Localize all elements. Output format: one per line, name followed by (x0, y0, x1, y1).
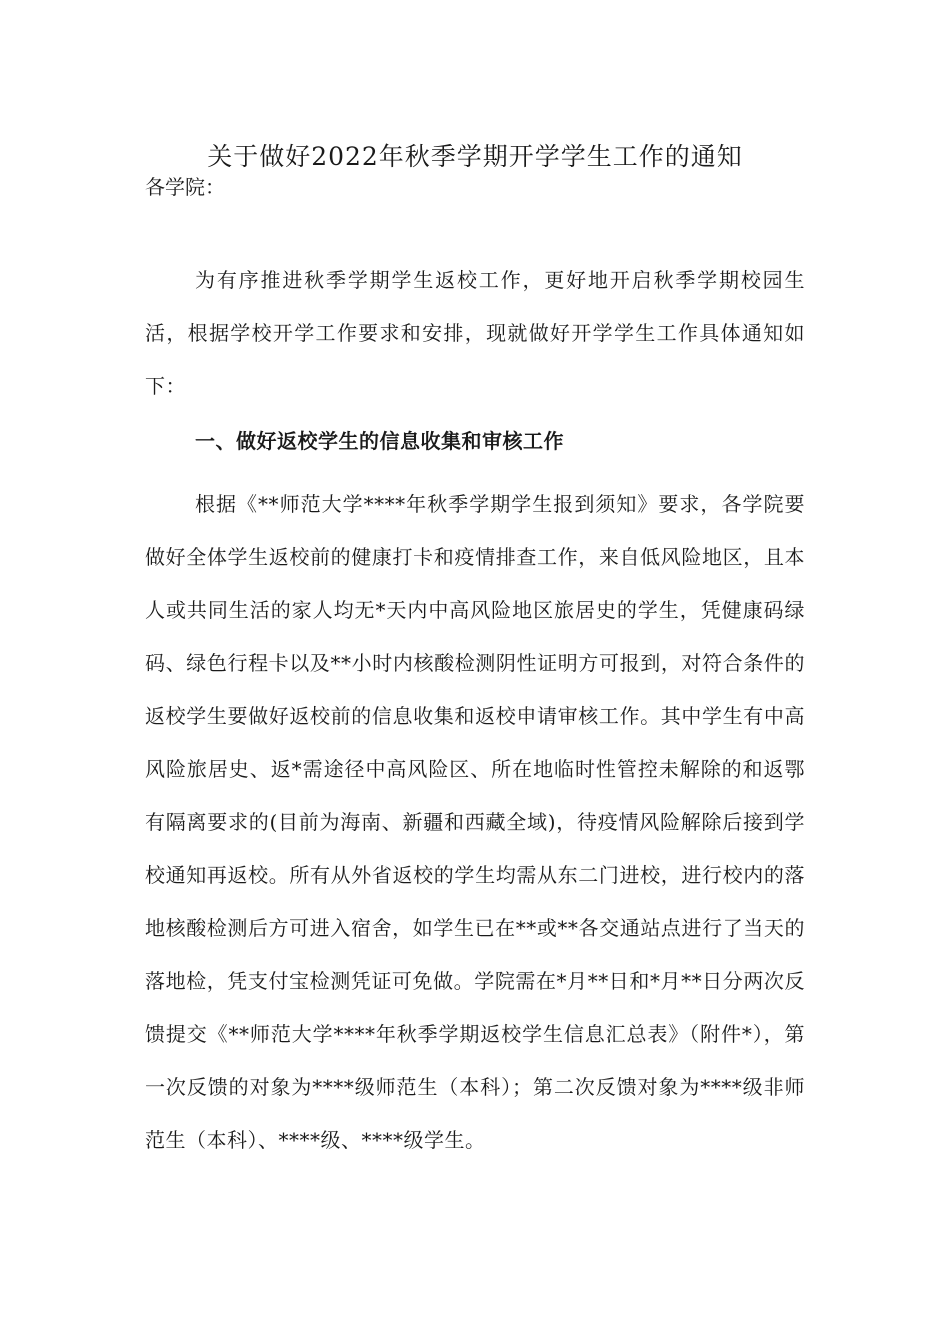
section-heading: 一、做好返校学生的信息收集和审核工作 (195, 429, 564, 453)
document-title: 关于做好2022年秋季学期开学学生工作的通知 (207, 142, 743, 171)
salutation: 各学院： (145, 175, 225, 199)
section-body-paragraph: 根据《**师范大学****年秋季学期学生报到须知》要求，各学院要做好全体学生返校前的健康打卡和疫情排查工作，来自低风险地区，且本人或共同生活的家人均无*天内中高风险地区旅居史的学生，凭健康码绿码、绿色行程卡以及**小时内核酸检测阴性证明方可报到，对符合条件的返校学生要做好返校前的信息收集和返校申请审核工作。其中学生有中高风险旅居史、返*需途径中高风险区、所在地临时性管控未解除的和返鄂有隔离要求的(目前为海南、新疆和西藏全域)，待疫情风险解除后接到学校通知再返校。所有从外省返校的学生均需从东二门进校，进行校内的落地核酸检测后方可进入宿舍，如学生已在**或**各交通站点进行了当天的落地检，凭支付宝检测凭证可免做。学院需在*月**日和*月**日分两次反馈提交《**师范大学****年秋季学期返校学生信息汇总表》（附件*），第一次反馈的对象为****级师范生（本科）；第二次反馈对象为****级非师范生（本科）、****级、****级学生。 (145, 492, 805, 1152)
intro-paragraph: 为有序推进秋季学期学生返校工作，更好地开启秋季学期校园生活，根据学校开学工作要求和安排，现就做好开学学生工作具体通知如下： (145, 268, 805, 398)
